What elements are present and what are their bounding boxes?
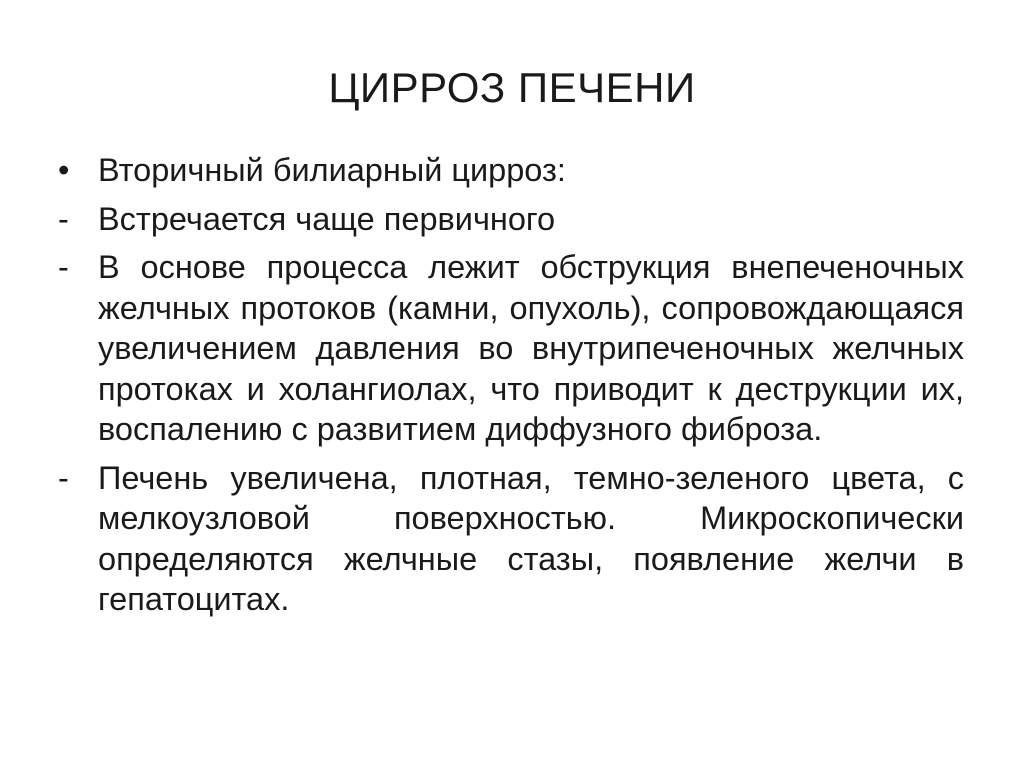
- list-item-secondary-biliary-cirrhosis: [58, 150, 964, 191]
- slide-title: ЦИРРОЗ ПЕЧЕНИ: [328, 64, 696, 111]
- bullet-marker: •: [58, 152, 70, 188]
- list-item-text: Вторичный билиарный цирроз:: [98, 152, 566, 188]
- list-item-morphology: [58, 458, 964, 620]
- list-item-text: Встречается чаще первичного: [98, 200, 556, 237]
- list-item-pathogenesis: [58, 247, 964, 450]
- dash-marker: -: [58, 249, 69, 285]
- list-item-text: В основе процесса лежит обструкция внепеченочных желчных протоков (камни, опухоль), сопровождающаяся увеличением давления во внутрипеченочных желчных протоках и холангиолах, что приводит к деструкции их, воспалению с развитием диффузного фиброза.: [98, 249, 964, 447]
- slide-body: [58, 150, 964, 620]
- dash-marker: -: [58, 200, 69, 237]
- dash-marker: -: [58, 459, 69, 496]
- list-item-frequency: [58, 199, 964, 240]
- list-item-text: Печень увеличена, плотная, темно-зеленого цвета, с мелкоузловой поверхностью. Микроскопически определяются желчные стазы, появление желчи в гепатоцитах.: [98, 459, 964, 617]
